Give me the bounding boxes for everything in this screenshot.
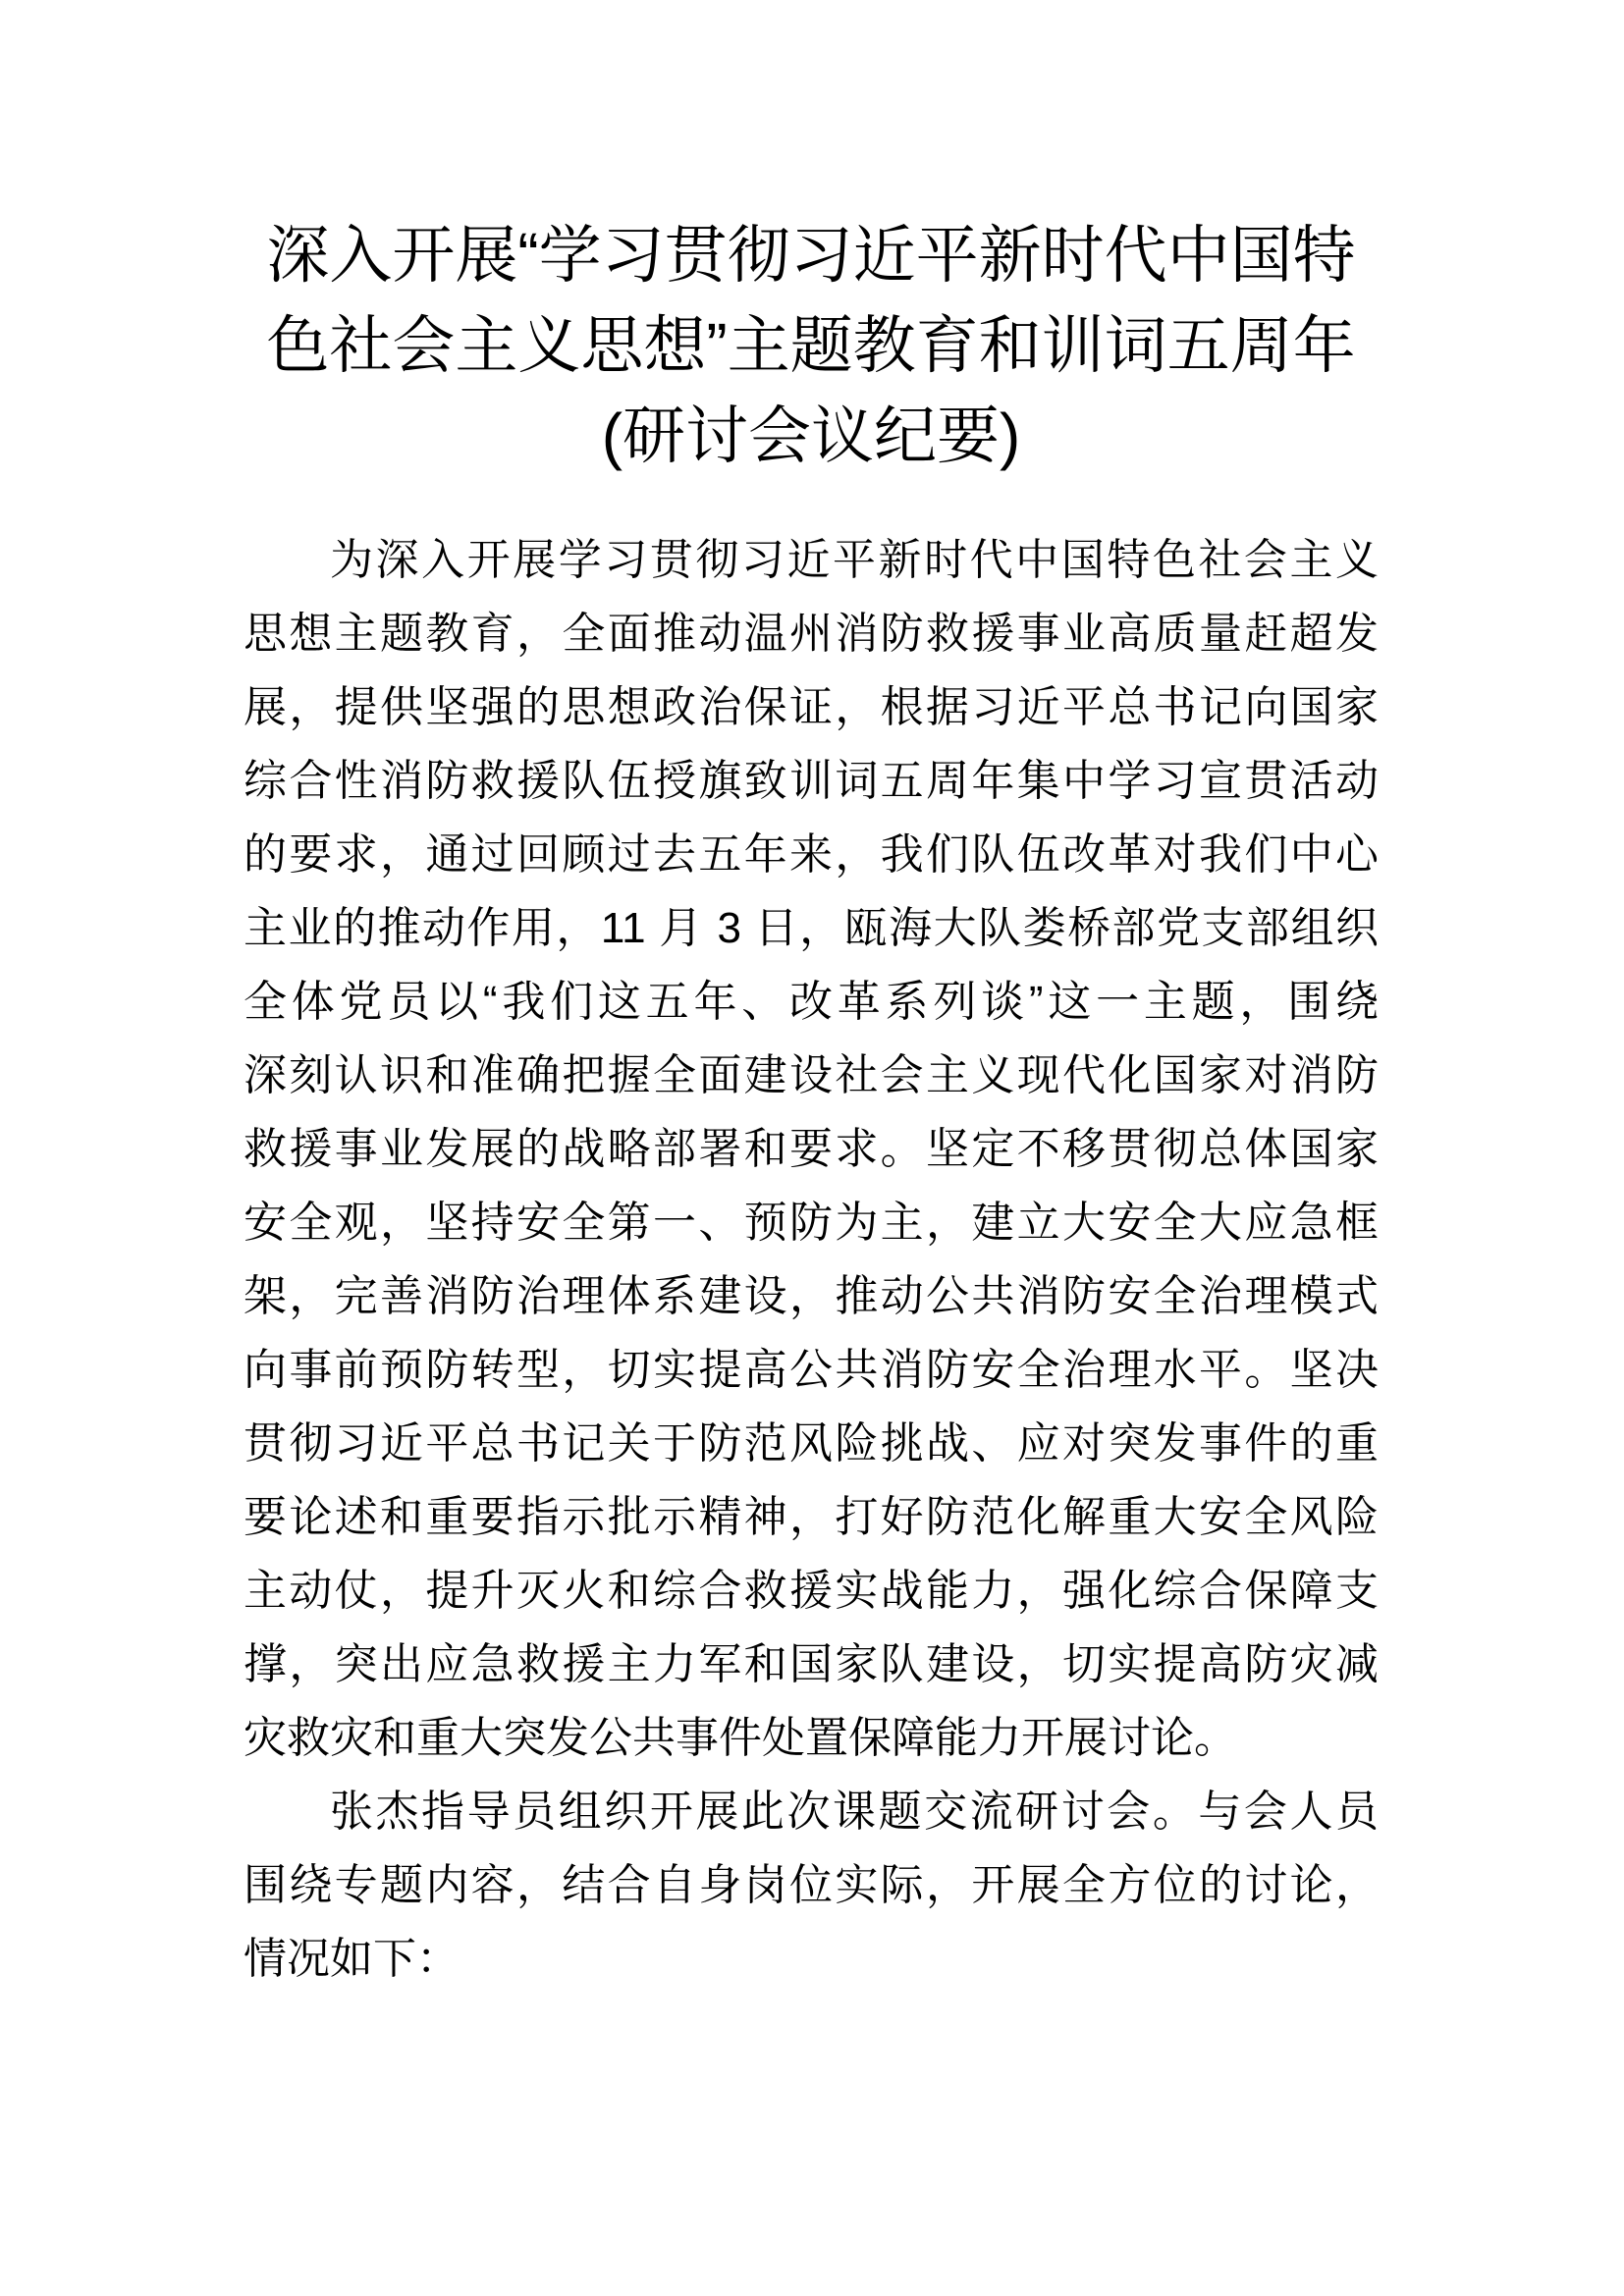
text-line: 的要求，通过回顾过去五年来，我们队伍改革对我们中心 xyxy=(244,830,1379,879)
text-line: 张杰指导员组织开展此次课题交流研讨会。与会人员 xyxy=(330,1788,1379,1836)
text-line: 贯彻习近平总书记关于防范风险挑战、应对突发事件的重 xyxy=(244,1419,1379,1468)
text-line: 要论述和重要指示批示精神，打好防范化解重大安全风险 xyxy=(244,1493,1379,1541)
text-line: 主动仗，提升灭火和综合救援实战能力，强化综合保障支 xyxy=(244,1567,1379,1615)
text-line: 撑，突出应急救援主力军和国家队建设，切实提高防灾减 xyxy=(244,1640,1379,1688)
title-line: 深入开展“学习贯彻习近平新时代中国特 xyxy=(266,220,1356,291)
text-line: 向事前预防转型，切实提高公共消防安全治理水平。坚决 xyxy=(244,1346,1379,1394)
document-title xyxy=(244,210,1379,481)
text-line: 综合性消防救援队伍授旗致训词五周年集中学习宣贯活动 xyxy=(244,757,1379,805)
text-line: 围绕专题内容，结合自身岗位实际，开展全方位的讨论， xyxy=(244,1861,1379,1909)
title-line: (研讨会议纪要) xyxy=(601,400,1021,471)
text-line: 架，完善消防治理体系建设，推动公共消防安全治理模式 xyxy=(244,1272,1379,1320)
title-line: 色社会主义思想”主题教育和训词五周年 xyxy=(266,310,1356,381)
document-body xyxy=(244,523,1379,1996)
text-line: 深刻认识和准确把握全面建设社会主义现代化国家对消防 xyxy=(244,1051,1379,1099)
text-line: 救援事业发展的战略部署和要求。坚定不移贯彻总体国家 xyxy=(244,1125,1379,1173)
text-line: 展，提供坚强的思想政治保证，根据习近平总书记向国家 xyxy=(244,683,1379,731)
paragraph xyxy=(244,1775,1379,1996)
text-line: 情况如下： xyxy=(244,1935,460,1983)
paragraph xyxy=(244,523,1379,1775)
text-line: 思想主题教育，全面推动温州消防救援事业高质量赶超发 xyxy=(244,610,1379,658)
text-line: 主业的推动作用，11 月 3 日，瓯海大队娄桥部党支部组织 xyxy=(244,904,1379,952)
text-line: 为深入开展学习贯彻习近平新时代中国特色社会主义 xyxy=(330,536,1379,584)
text-line: 全体党员以“我们这五年、改革系列谈”这一主题，围绕 xyxy=(244,978,1379,1026)
text-line: 灾救灾和重大突发公共事件处置保障能力开展讨论。 xyxy=(244,1714,1237,1762)
text-line: 安全观，坚持安全第一、预防为主，建立大安全大应急框 xyxy=(244,1199,1379,1247)
